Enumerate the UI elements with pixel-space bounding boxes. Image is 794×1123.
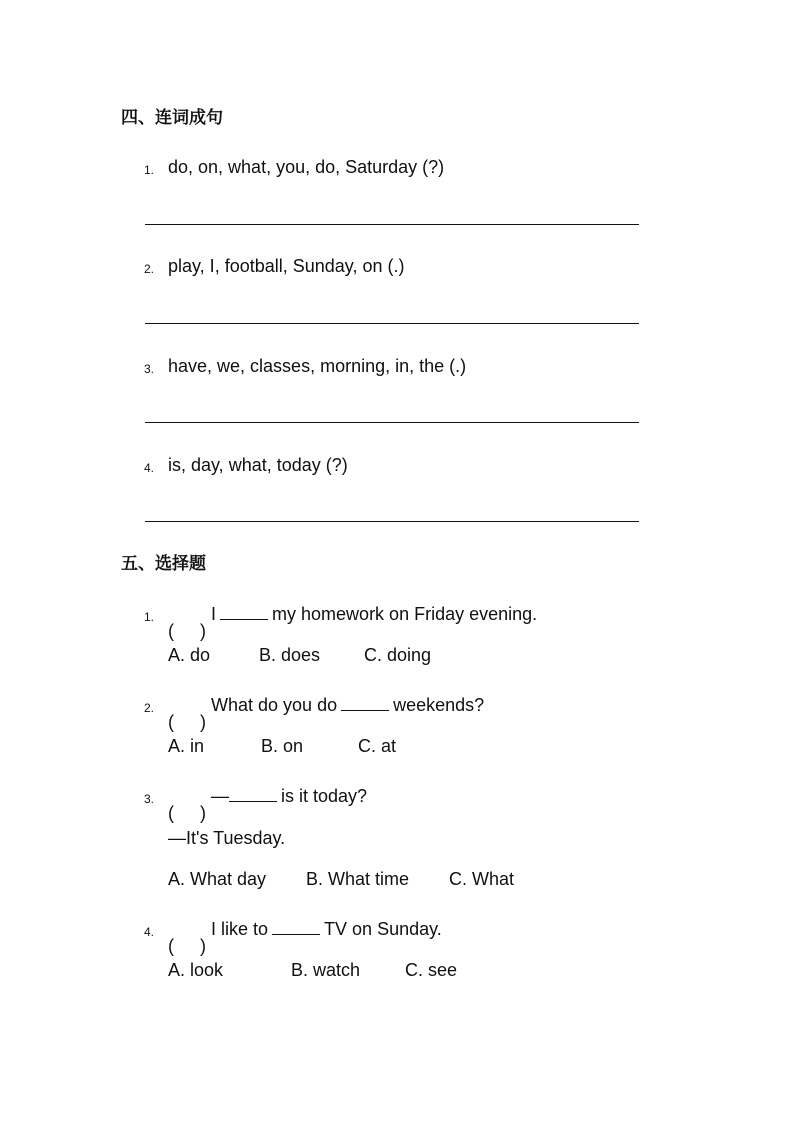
s5-q2-option-a: A. in <box>168 736 205 756</box>
s4-q4-answer-line[interactable] <box>145 521 639 522</box>
s4-q1-text: do, on, what, you, do, Saturday (?) <box>168 157 445 177</box>
s5-q4-stem: ( ) I like to TV on Sunday. <box>168 919 442 956</box>
s5-q1-option-b: B. does <box>259 645 321 665</box>
s4-q4-text: is, day, what, today (?) <box>168 455 348 475</box>
fill-blank[interactable] <box>220 605 268 620</box>
s5-q4-number: 4. <box>144 925 155 939</box>
s4-q1-number: 1. <box>144 163 155 177</box>
s5-q4-option-c: C. see <box>405 960 458 980</box>
s5-q3-option-b: B. What time <box>306 869 410 889</box>
s5-q3-option-c: C. What <box>449 869 515 889</box>
s5-q3-reply: —It's Tuesday. <box>168 828 286 848</box>
s5-q3-number: 3. <box>144 792 155 806</box>
fill-blank[interactable] <box>341 696 389 711</box>
section-5-title: 五、选择题 <box>121 554 206 574</box>
s5-q4-option-b: B. watch <box>291 960 361 980</box>
s5-q2-option-c: C. at <box>358 736 397 756</box>
s4-q3-number: 3. <box>144 362 155 376</box>
s5-q2-number: 2. <box>144 701 155 715</box>
s4-q2-number: 2. <box>144 262 155 276</box>
s4-q2-text: play, I, football, Sunday, on (.) <box>168 256 405 276</box>
s5-q1-option-c: C. doing <box>364 645 432 665</box>
fill-blank[interactable] <box>229 787 277 802</box>
s5-q1-number: 1. <box>144 610 155 624</box>
s4-q1-answer-line[interactable] <box>145 224 639 225</box>
s5-q3-option-a: A. What day <box>168 869 267 889</box>
s4-q3-text: have, we, classes, morning, in, the (.) <box>168 356 467 376</box>
s4-q4-number: 4. <box>144 461 155 475</box>
fill-blank[interactable] <box>272 920 320 935</box>
s5-q1-stem: ( ) I my homework on Friday evening. <box>168 604 538 641</box>
section-4-title: 四、连词成句 <box>121 108 223 128</box>
s5-q3-stem: ( ) — is it today? <box>168 786 368 823</box>
s5-q4-option-a: A. look <box>168 960 224 980</box>
s5-q2-option-b: B. on <box>261 736 304 756</box>
s5-q2-stem: ( ) What do you do weekends? <box>168 695 485 732</box>
s4-q2-answer-line[interactable] <box>145 323 639 324</box>
s5-q1-option-a: A. do <box>168 645 211 665</box>
s4-q3-answer-line[interactable] <box>145 422 639 423</box>
